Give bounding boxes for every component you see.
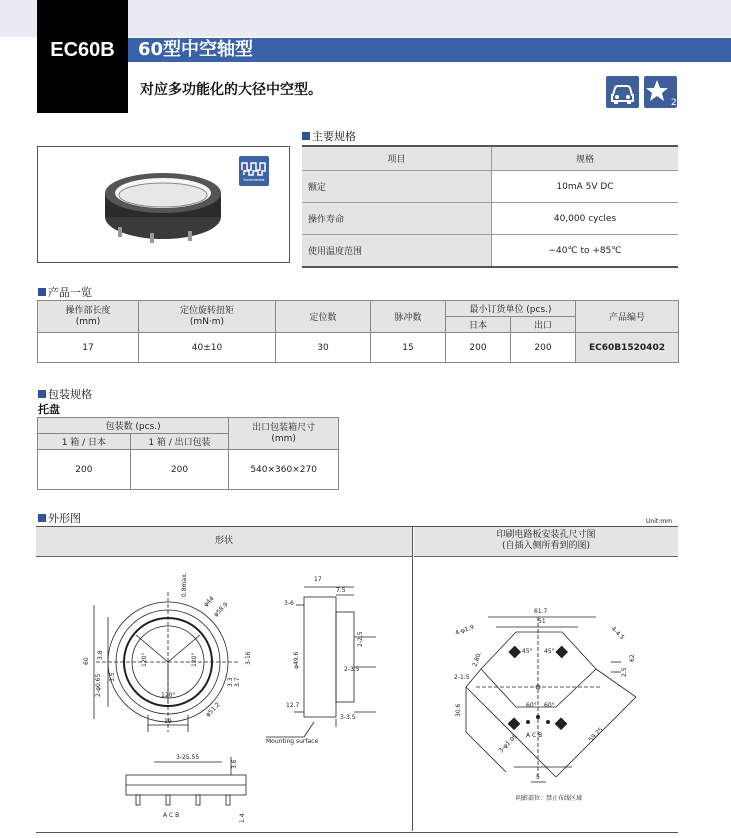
car-icon [606, 76, 639, 108]
dim-label: 120° [141, 652, 148, 667]
dim-label: 2-2.5 [357, 631, 364, 647]
table-row: 操作寿命 40,000 cycles [302, 203, 678, 235]
packing-subtitle: 托盘 [38, 403, 60, 416]
outline-drawing [36, 557, 678, 831]
dim-label: 3.6 [231, 759, 238, 769]
dim-label: 19 [164, 718, 172, 725]
table-row: 17 40±10 30 15 200 200 EC60B1520402 [38, 333, 679, 363]
tagline: 对应多功能化的大径中空型。 [140, 82, 322, 98]
dim-label: 2.5 [621, 667, 628, 677]
dim-label: 12.7 [286, 702, 300, 709]
dim-label: A C B [526, 732, 543, 739]
dim-label: 0.8max. [181, 572, 188, 597]
products-section-title: 产品一览 [38, 284, 92, 300]
pcb-header: 印刷电路板安装孔尺寸图 (自插入侧所看到的图) [414, 527, 678, 557]
dim-label: 60 [83, 657, 90, 665]
dim-label: 59.25 [587, 726, 605, 744]
dim-label: 2-φ0.65 [95, 673, 102, 697]
dim-label: 3-φ1.05 [497, 732, 519, 755]
dim-label: 3.3 [227, 677, 234, 687]
dim-label: 3-16 [245, 651, 252, 665]
dim-label: 120° [161, 692, 176, 699]
dim-label: 4-φ1.9 [454, 623, 475, 637]
dim-label: 3-3.5 [340, 714, 356, 721]
dim-label: 120° [191, 652, 198, 667]
table-row: 使用温度范围 −40℃ to +85℃ [302, 235, 678, 268]
dim-label: 51 [538, 618, 546, 625]
products-table: 操作部长度 (mm) 定位旋转扭矩 (mN·m) 定位数 脉冲数 最小订货单位 (pcs.) 产品编号 日本 出口 17 40±10 30 15 200 200 EC60B1520402 [37, 300, 679, 363]
dim-label: 3.8 [97, 650, 104, 660]
dim-label: 30.6 [455, 703, 462, 717]
dim-label: 3-25.55 [176, 754, 200, 761]
spec-header-item: 项目 [302, 146, 492, 171]
dim-label: φ51.2 [204, 701, 222, 719]
dim-label: 4-4.5 [609, 625, 626, 642]
dim-label: 45° [544, 648, 555, 655]
dim-label: 17 [314, 576, 322, 583]
spec-section-title: 主要规格 [302, 128, 356, 144]
dim-label: 1.4 [239, 813, 246, 823]
shape-header: 形状 [36, 527, 412, 557]
table-row: 200 200 540×360×270 [38, 450, 339, 490]
outline-section-title: 外形图 [38, 510, 81, 526]
dim-label: 3.5 [109, 672, 116, 682]
svg-text:2: 2 [671, 98, 677, 108]
spec-table [302, 145, 678, 268]
spec-header-value: 规格 [492, 146, 679, 171]
mounting-surface-label: Mounting surface [266, 738, 319, 745]
dim-label: 60° [526, 702, 537, 709]
dim-label: 61.7 [534, 608, 548, 615]
dim-label: A C B [163, 812, 180, 819]
model-name: 60型中空轴型 [138, 39, 254, 60]
dim-label: φ49.6 [293, 651, 300, 669]
packing-table: 包装数 (pcs.) 出口包装箱尺寸 (mm) 1 箱 / 日本 1 箱 / 出口包装 200 200 540×360×270 [37, 417, 339, 490]
dim-label: 62 [629, 654, 636, 662]
dim-label: 60° [544, 702, 555, 709]
dim-label: 2-3.5 [344, 666, 360, 673]
part-number: EC60B1520402 [576, 333, 679, 363]
dim-label: 3.7 [234, 677, 241, 687]
packing-section-title: 包装规格 [38, 386, 92, 402]
hatch-note: 阴影部位：禁止布线区域 [516, 795, 583, 802]
dim-label: φ58.9 [212, 601, 230, 619]
incremental-icon [239, 156, 269, 186]
dim-label: 5 [536, 774, 540, 781]
star-2-icon [644, 76, 677, 108]
model-code: EC60B [50, 39, 115, 61]
dim-label: 3-6 [284, 600, 294, 607]
table-row: 额定 10mA 5V DC [302, 171, 678, 203]
dim-label: φ44 [202, 595, 216, 609]
dim-label: 2-1.5 [454, 674, 470, 681]
incremental-label: Incremental [243, 177, 265, 182]
dim-label: 45° [522, 648, 533, 655]
unit-label: Unit:mm [646, 518, 672, 525]
dim-label: 2.80. [471, 650, 484, 668]
dim-label: 7.5 [336, 587, 346, 594]
